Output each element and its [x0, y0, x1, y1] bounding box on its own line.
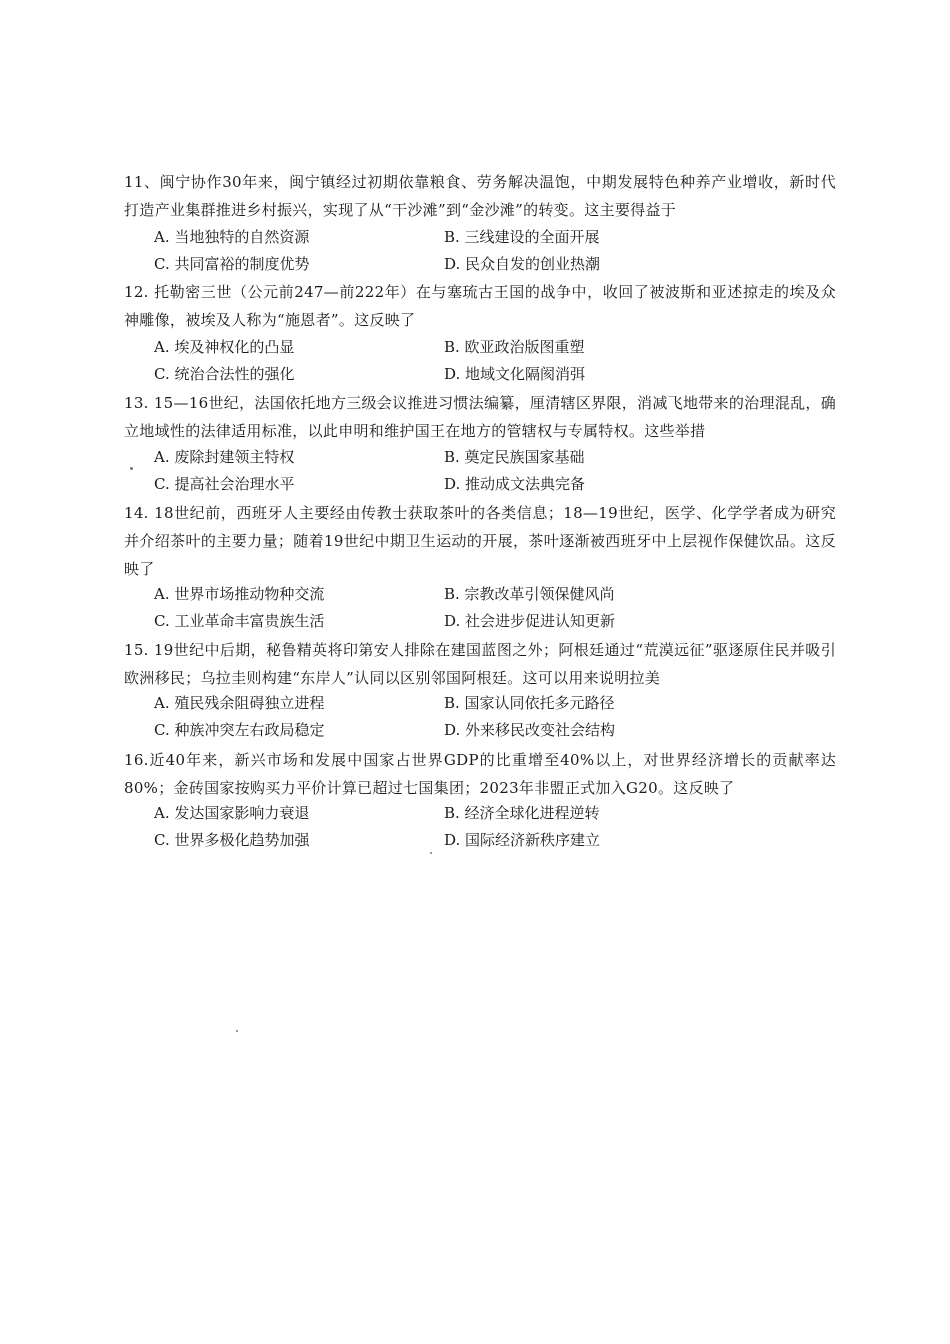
option-c: C. 统治合法性的强化	[154, 365, 295, 383]
option-d: D. 地域文化隔阂消弭	[444, 365, 586, 383]
scan-speck	[430, 852, 432, 854]
option-b: B. 三线建设的全面开展	[444, 228, 600, 246]
option-a: A. 殖民残余阻碍独立进程	[154, 694, 325, 712]
option-b: B. 奠定民族国家基础	[444, 448, 585, 466]
option-d: D. 社会进步促进认知更新	[444, 612, 616, 630]
option-a: A. 废除封建领主特权	[154, 448, 295, 466]
question-13-stem: 13. 15—16世纪，法国依托地方三级会议推进习惯法编纂，厘清辖区界限，消减飞地带来的治理混乱，确立地域性的法律适用标准，以此申明和维护国王在地方的管辖权与专属特权。这些举措	[124, 394, 836, 440]
question-14-stem: 14. 18世纪前，西班牙人主要经由传教士获取茶叶的各类信息；18—19世纪，医学、化学学者成为研究并介绍茶叶的主要力量；随着19世纪中期卫生运动的开展，茶叶逐渐被西班牙中上层视作保健饮品。这反映了	[124, 504, 836, 578]
question-15-stem: 15. 19世纪中后期，秘鲁精英将印第安人排除在建国蓝图之外；阿根廷通过“荒漠远征”驱逐原住民并吸引欧洲移民；乌拉圭则构建“东岸人”认同以区别邻国阿根廷。这可以用来说明拉美	[124, 641, 836, 687]
scan-speck	[130, 467, 133, 470]
scan-speck	[236, 1030, 238, 1032]
option-c: C. 种族冲突左右政局稳定	[154, 721, 325, 739]
option-a: A. 世界市场推动物种交流	[154, 585, 325, 603]
question-12-stem: 12. 托勒密三世（公元前247—前222年）在与塞琉古王国的战争中，收回了被波斯和亚述掠走的埃及众神雕像，被埃及人称为“施恩者”。这反映了	[124, 283, 836, 329]
question-11-options	[154, 224, 834, 278]
question-16-stem: 16.近40年来，新兴市场和发展中国家占世界GDP的比重增至40%以上，对世界经济增长的贡献率达80%；金砖国家按购买力平价计算已超过七国集团；2023年非盟正式加入G20。这反映了	[124, 751, 836, 797]
option-c: C. 共同富裕的制度优势	[154, 255, 310, 273]
option-d: D. 推动成文法典完备	[444, 475, 586, 493]
question-14-options	[154, 581, 834, 635]
option-a: A. 发达国家影响力衰退	[154, 804, 310, 822]
question-15-options	[154, 690, 834, 744]
option-c: C. 提高社会治理水平	[154, 475, 295, 493]
option-a: A. 埃及神权化的凸显	[154, 338, 295, 356]
question-12-options	[154, 334, 834, 388]
question-11-stem: 11、闽宁协作30年来，闽宁镇经过初期依靠粮食、劳务解决温饱，中期发展特色种养产业增收，新时代打造产业集群推进乡村振兴，实现了从“干沙滩”到“金沙滩”的转变。这主要得益于	[124, 173, 836, 219]
option-d: D. 国际经济新秩序建立	[444, 831, 601, 849]
question-16-options	[154, 800, 834, 854]
option-c: C. 工业革命丰富贵族生活	[154, 612, 325, 630]
option-a: A. 当地独特的自然资源	[154, 228, 310, 246]
question-13-options	[154, 444, 834, 498]
option-d: D. 民众自发的创业热潮	[444, 255, 601, 273]
option-b: B. 宗教改革引领保健风尚	[444, 585, 615, 603]
option-b: B. 欧亚政治版图重塑	[444, 338, 585, 356]
option-d: D. 外来移民改变社会结构	[444, 721, 616, 739]
option-b: B. 国家认同依托多元路径	[444, 694, 615, 712]
option-b: B. 经济全球化进程逆转	[444, 804, 600, 822]
option-c: C. 世界多极化趋势加强	[154, 831, 310, 849]
